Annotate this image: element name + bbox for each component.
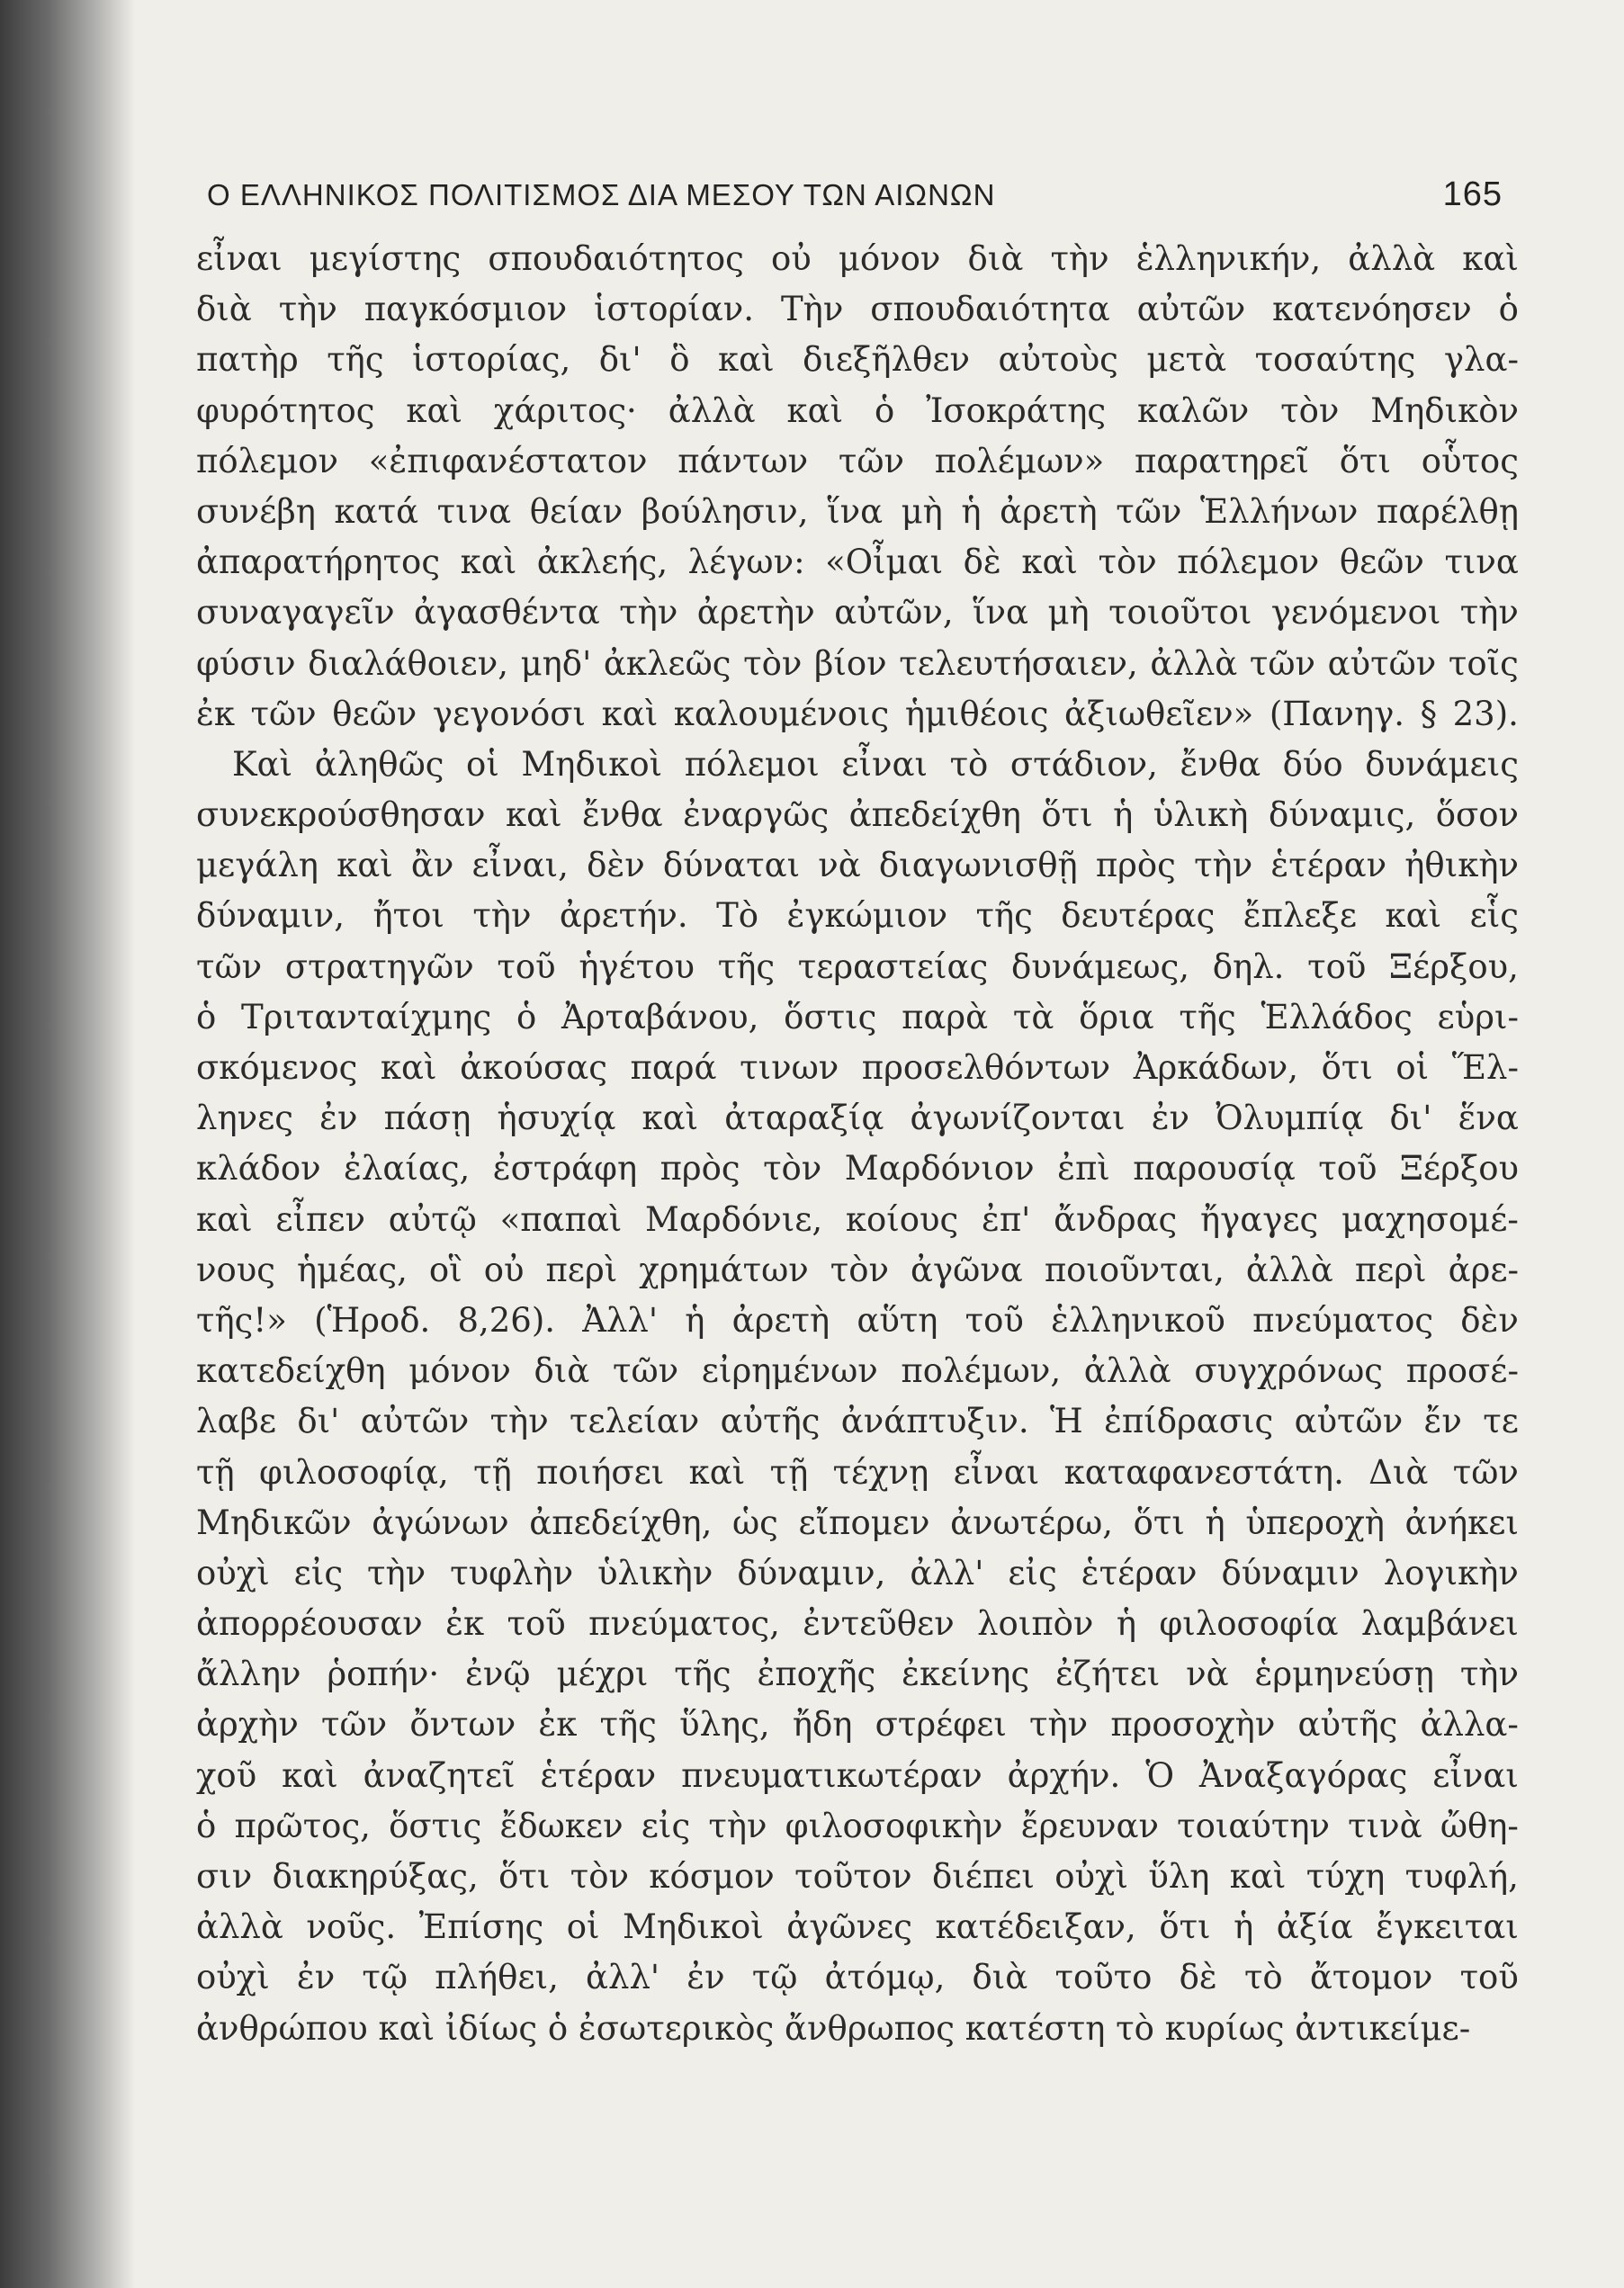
text-line: πατὴρ τῆς ἱστορίας, δι' ὃ καὶ διεξῆλθεν αὐτοὺς μετὰ τοσαύτης γλα- <box>196 340 1519 380</box>
text-line: ἐκ τῶν θεῶν γεγονόσι καὶ καλουμένοις ἡμιθέοις ἀξιωθεῖεν» (Πανηγ. § 23). <box>196 694 1519 733</box>
text-line: σιν διακηρύξας, ὅτι τὸν κόσμον τοῦτον διέπει οὐχὶ ὕλη καὶ τύχη τυφλή, <box>196 1857 1519 1896</box>
text-line: κλάδον ἐλαίας, ἐστράφη πρὸς τὸν Μαρδόνιον ἐπὶ παρουσίᾳ τοῦ Ξέρξου <box>196 1149 1519 1189</box>
text-line: μεγάλη καὶ ἂν εἶναι, δὲν δύναται νὰ διαγωνισθῇ πρὸς τὴν ἑτέραν ἠθικὴν <box>196 846 1519 885</box>
text-line: ἀλλὰ νοῦς. Ἐπίσης οἱ Μηδικοὶ ἀγῶνες κατέδειξαν, ὅτι ἡ ἀξία ἔγκειται <box>196 1907 1519 1947</box>
text-line: ληνες ἐν πάσῃ ἡσυχίᾳ καὶ ἀταραξίᾳ ἀγωνίζονται ἐν Ὀλυμπίᾳ δι' ἕνα <box>196 1099 1519 1138</box>
text-line: ὁ Τριτανταίχμης ὁ Ἀρταβάνου, ὅστις παρὰ τὰ ὅρια τῆς Ἑλλάδος εὑρι- <box>196 997 1519 1036</box>
text-line: Καὶ ἀληθῶς οἱ Μηδικοὶ πόλεμοι εἶναι τὸ στάδιον, ἔνθα δύο δυνάμεις <box>232 744 1519 784</box>
body-text <box>196 234 1519 2054</box>
text-line: διὰ τὴν παγκόσμιον ἱστορίαν. Τὴν σπουδαιότητα αὐτῶν κατενόησεν ὁ <box>196 290 1519 329</box>
book-page <box>144 0 1624 2288</box>
text-line: Μηδικῶν ἀγώνων ἀπεδείχθη, ὡς εἴπομεν ἀνωτέρω, ὅτι ἡ ὑπεροχὴ ἀνήκει <box>196 1503 1519 1542</box>
scan-binding-shadow <box>0 0 135 2288</box>
text-line: τῶν στρατηγῶν τοῦ ἡγέτου τῆς τεραστείας δυνάμεως, δηλ. τοῦ Ξέρξου, <box>196 947 1519 986</box>
text-line: λαβε δι' αὐτῶν τὴν τελείαν αὐτῆς ἀνάπτυξιν. Ἡ ἐπίδρασις αὐτῶν ἔν τε <box>196 1402 1519 1441</box>
text-line: ἀπορρέουσαν ἐκ τοῦ πνεύματος, ἐντεῦθεν λοιπὸν ἡ φιλοσοφία λαμβάνει <box>196 1604 1519 1644</box>
text-line: συνεκρούσθησαν καὶ ἔνθα ἐναργῶς ἀπεδείχθη ὅτι ἡ ὑλικὴ δύναμις, ὅσον <box>196 795 1519 835</box>
text-line: τῇ φιλοσοφίᾳ, τῇ ποιήσει καὶ τῇ τέχνῃ εἶναι καταφανεστάτη. Διὰ τῶν <box>196 1452 1519 1492</box>
running-head <box>207 175 1503 220</box>
text-line: ἄλλην ῥοπήν· ἐνῷ μέχρι τῆς ἐποχῆς ἐκείνης ἐζήτει νὰ ἑρμηνεύσῃ τὴν <box>196 1655 1519 1694</box>
text-line: κατεδείχθη μόνον διὰ τῶν εἰρημένων πολέμων, ἀλλὰ συγχρόνως προσέ- <box>196 1351 1519 1391</box>
text-line: ἀρχὴν τῶν ὄντων ἐκ τῆς ὕλης, ἤδη στρέφει τὴν προσοχὴν αὐτῆς ἀλλα- <box>196 1705 1519 1745</box>
page-number: 165 <box>1442 175 1503 213</box>
text-line: χοῦ καὶ ἀναζητεῖ ἑτέραν πνευματικωτέραν ἀρχήν. Ὁ Ἀναξαγόρας εἶναι <box>196 1755 1519 1795</box>
text-line: καὶ εἶπεν αὐτῷ «παπαὶ Μαρδόνιε, κοίους ἐπ' ἄνδρας ἤγαγες μαχησομέ- <box>196 1199 1519 1239</box>
text-line: φύσιν διαλάθοιεν, μηδ' ἀκλεῶς τὸν βίον τελευτήσαιεν, ἀλλὰ τῶν αὐτῶν τοῖς <box>196 643 1519 683</box>
text-line: σκόμενος καὶ ἀκούσας παρά τινων προσελθόντων Ἀρκάδων, ὅτι οἱ Ἕλ- <box>196 1048 1519 1087</box>
text-line: συνέβη κατά τινα θείαν βούλησιν, ἵνα μὴ ἡ ἀρετὴ τῶν Ἑλλήνων παρέλθῃ <box>196 491 1519 531</box>
text-line: τῆς!» (Ἡροδ. 8,26). Ἀλλ' ἡ ἀρετὴ αὕτη τοῦ ἑλληνικοῦ πνεύματος δὲν <box>196 1300 1519 1340</box>
text-line: φυρότητος καὶ χάριτος· ἀλλὰ καὶ ὁ Ἰσοκράτης καλῶν τὸν Μηδικὸν <box>196 390 1519 430</box>
text-line: εἶναι μεγίστης σπουδαιότητος οὐ μόνον διὰ τὴν ἑλληνικήν, ἀλλὰ καὶ <box>196 239 1519 278</box>
text-line: οὐχὶ εἰς τὴν τυφλὴν ὑλικὴν δύναμιν, ἀλλ' εἰς ἑτέραν δύναμιν λογικὴν <box>196 1553 1519 1593</box>
text-line: οὐχὶ ἐν τῷ πλήθει, ἀλλ' ἐν τῷ ἀτόμῳ, διὰ τοῦτο δὲ τὸ ἄτομον τοῦ <box>196 1958 1519 1997</box>
running-head-title: Ο ΕΛΛΗΝΙΚΟΣ ΠΟΛΙΤΙΣΜΟΣ ΔΙΑ ΜΕΣΟΥ ΤΩΝ ΑΙΩΝΩΝ <box>207 178 996 211</box>
text-line: ἀπαρατήρητος καὶ ἀκλεής, λέγων: «Οἶμαι δὲ καὶ τὸν πόλεμον θεῶν τινα <box>196 543 1519 582</box>
text-line: πόλεμον «ἐπιφανέστατον πάντων τῶν πολέμων» παρατηρεῖ ὅτι οὗτος <box>196 441 1519 480</box>
text-line: δύναμιν, ἤτοι τὴν ἀρετήν. Τὸ ἐγκώμιον τῆς δευτέρας ἔπλεξε καὶ εἷς <box>196 896 1519 936</box>
text-line: ἀνθρώπου καὶ ἰδίως ὁ ἐσωτερικὸς ἄνθρωπος κατέστη τὸ κυρίως ἀντικείμε- <box>196 2008 1471 2048</box>
text-line: συναγαγεῖν ἀγασθέντα τὴν ἀρετὴν αὐτῶν, ἵνα μὴ τοιοῦτοι γενόμενοι τὴν <box>196 593 1519 633</box>
text-line: νους ἡμέας, οἳ οὐ περὶ χρημάτων τὸν ἀγῶνα ποιοῦνται, ἀλλὰ περὶ ἀρε- <box>196 1250 1519 1289</box>
text-line: ὁ πρῶτος, ὅστις ἔδωκεν εἰς τὴν φιλοσοφικὴν ἔρευναν τοιαύτην τινὰ ὤθη- <box>196 1806 1519 1845</box>
